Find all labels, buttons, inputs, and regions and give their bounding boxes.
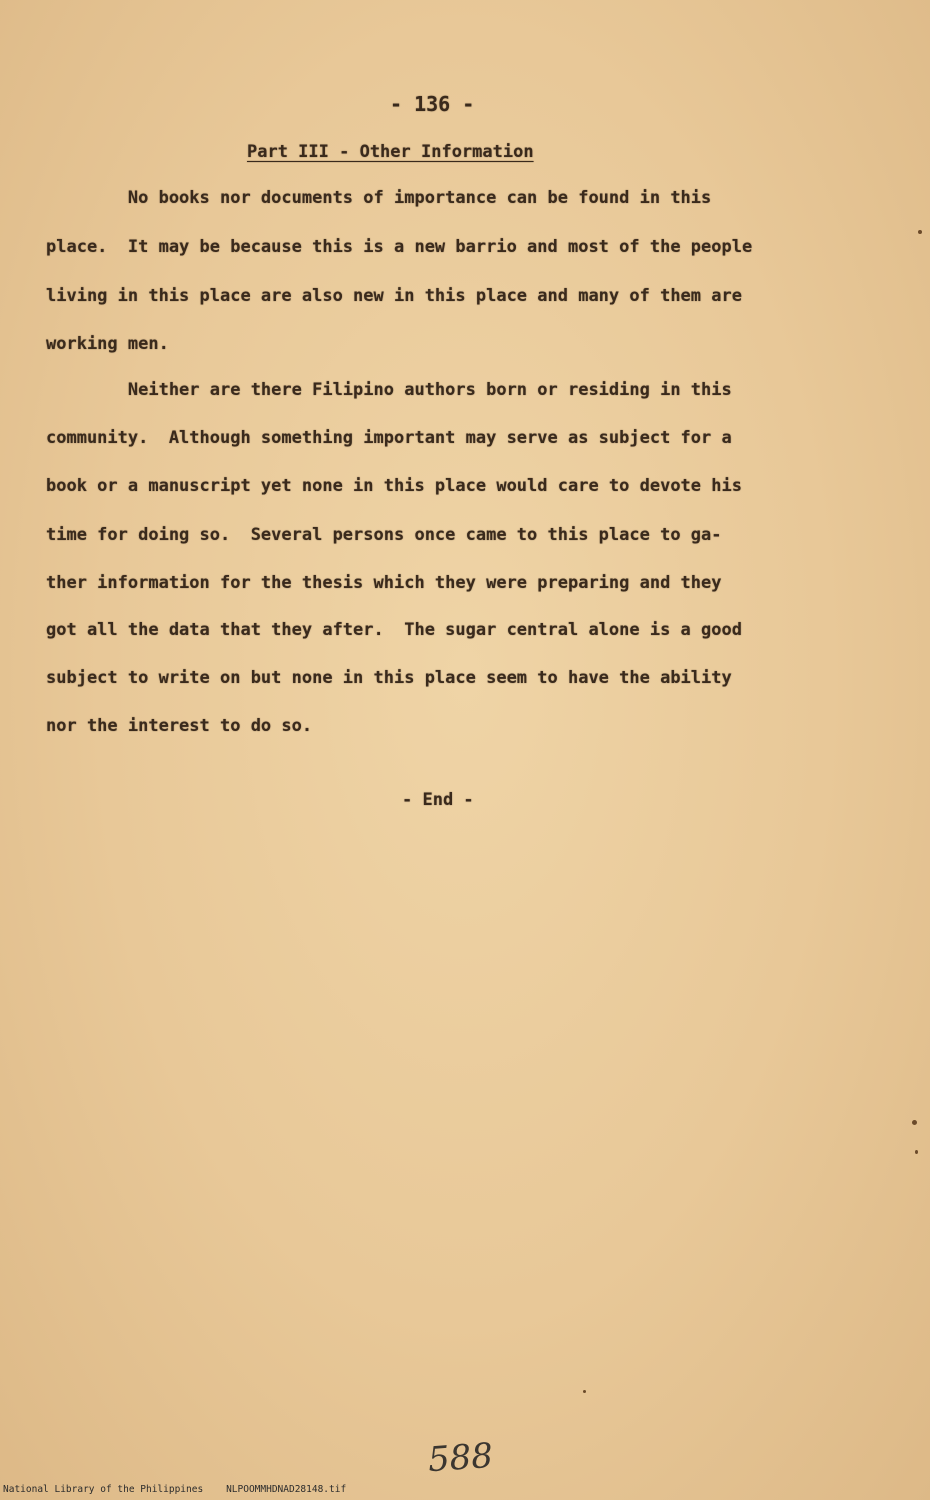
paragraph-line: working men.: [46, 334, 169, 354]
paragraph-line: time for doing so. Several persons once came to this place to ga-: [46, 525, 722, 545]
paragraph-line: got all the data that they after. The sugar central alone is a good: [46, 620, 742, 640]
section-heading: Part III - Other Information: [247, 142, 534, 162]
paragraph-line: Neither are there Filipino authors born or residing in this: [46, 380, 732, 400]
handwritten-page-number: 588: [426, 1435, 495, 1481]
paper-speck: [915, 1150, 918, 1154]
page-number: - 136 -: [390, 92, 475, 116]
paper-speck: [918, 230, 922, 234]
paragraph-line: subject to write on but none in this place seem to have the ability: [46, 668, 732, 688]
paragraph-line: book or a manuscript yet none in this place would care to devote his: [46, 476, 742, 496]
paragraph-line: No books nor documents of importance can be found in this: [46, 188, 712, 208]
paragraph-line: place. It may be because this is a new barrio and most of the people: [46, 237, 753, 257]
end-mark: - End -: [402, 790, 474, 810]
paper-speck: [583, 1390, 586, 1393]
scan-footer: [3, 1484, 346, 1495]
footer-library: National Library of the Philippines: [3, 1484, 204, 1495]
footer-file-id: NLPOOMMHDNAD28148.tif: [226, 1484, 347, 1495]
paragraph-line: living in this place are also new in this place and many of them are: [46, 286, 742, 306]
paragraph-line: ther information for the thesis which they were preparing and they: [46, 573, 722, 593]
paragraph-line: community. Although something important may serve as subject for a: [46, 428, 732, 448]
paragraph-line: nor the interest to do so.: [46, 716, 313, 736]
paper-speck: [912, 1120, 917, 1125]
